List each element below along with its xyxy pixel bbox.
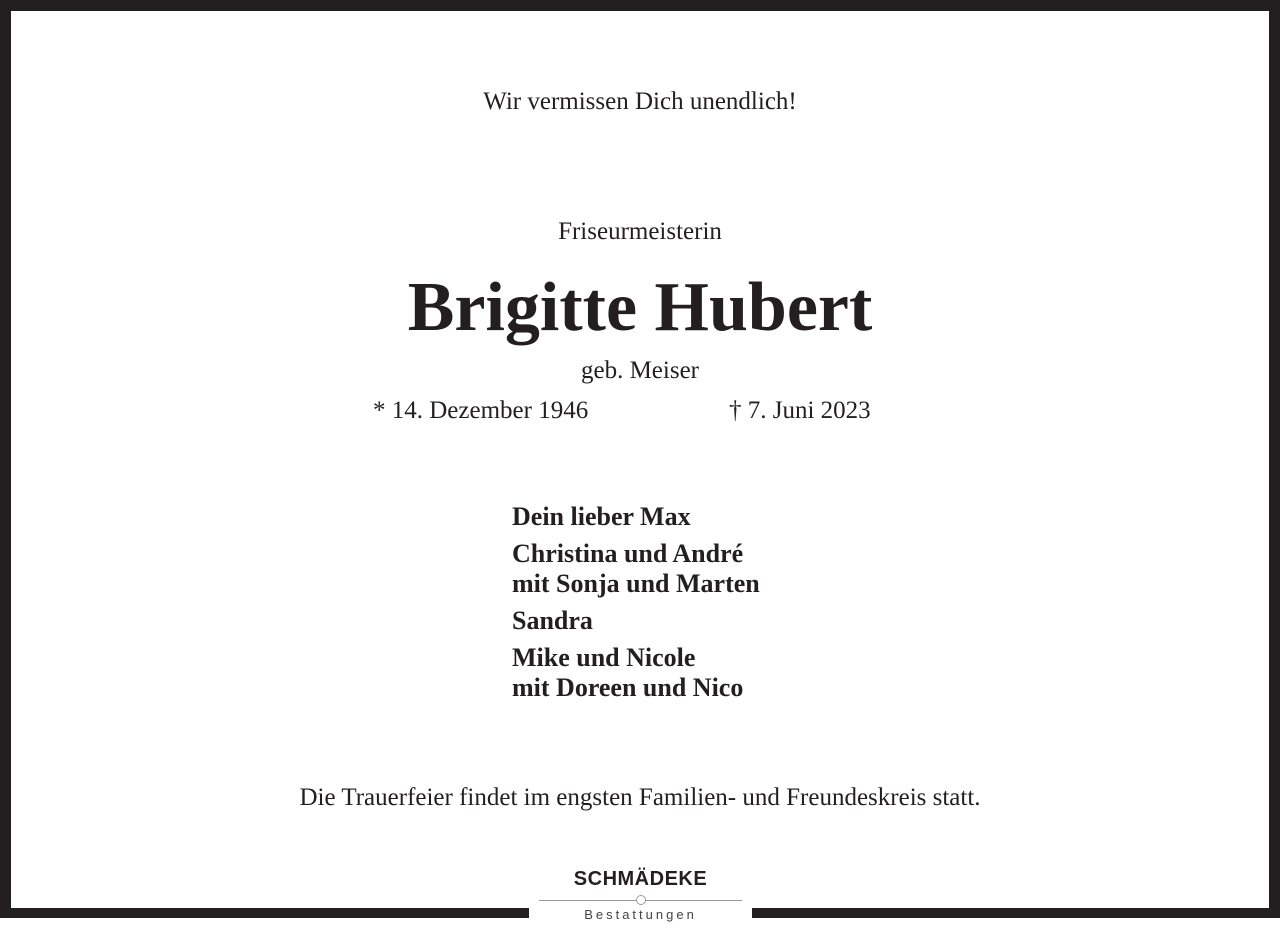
birth-date: * 14. Dezember 1946 <box>373 397 589 424</box>
border-left <box>0 0 11 918</box>
border-right <box>1269 0 1280 918</box>
maiden-name: geb. Meiser <box>580 357 700 384</box>
logo-subtitle: Bestattungen <box>584 907 697 922</box>
mourner-group <box>512 643 760 703</box>
border-bottom-right <box>752 908 1280 918</box>
border-top <box>0 0 1280 11</box>
border-bottom-left <box>0 908 529 918</box>
deceased-name: Brigitte Hubert <box>407 269 873 346</box>
profession-text: Friseurmeisterin <box>558 218 722 245</box>
mourner-group <box>512 606 760 636</box>
death-date: † 7. Juni 2023 <box>729 397 871 424</box>
mourner-line: Christina und André <box>512 539 744 568</box>
mourner-group <box>512 502 760 532</box>
logo-title: SCHMÄDEKE <box>573 868 708 890</box>
funeral-notice: Die Trauerfeier findet im engsten Familien- und Freundeskreis statt. <box>299 784 981 811</box>
mourner-line: mit Doreen und Nico <box>512 673 744 702</box>
mourner-line: Dein lieber Max <box>512 502 691 531</box>
mourner-line: Sandra <box>512 606 593 635</box>
mourner-line: mit Sonja und Marten <box>512 569 760 598</box>
funeral-home-logo <box>529 866 752 928</box>
logo-ornament <box>539 893 742 907</box>
mourners-list <box>512 502 760 710</box>
mourner-line: Mike und Nicole <box>512 643 696 672</box>
mourner-group <box>512 539 760 599</box>
motto-text: Wir vermissen Dich unendlich! <box>483 88 797 115</box>
